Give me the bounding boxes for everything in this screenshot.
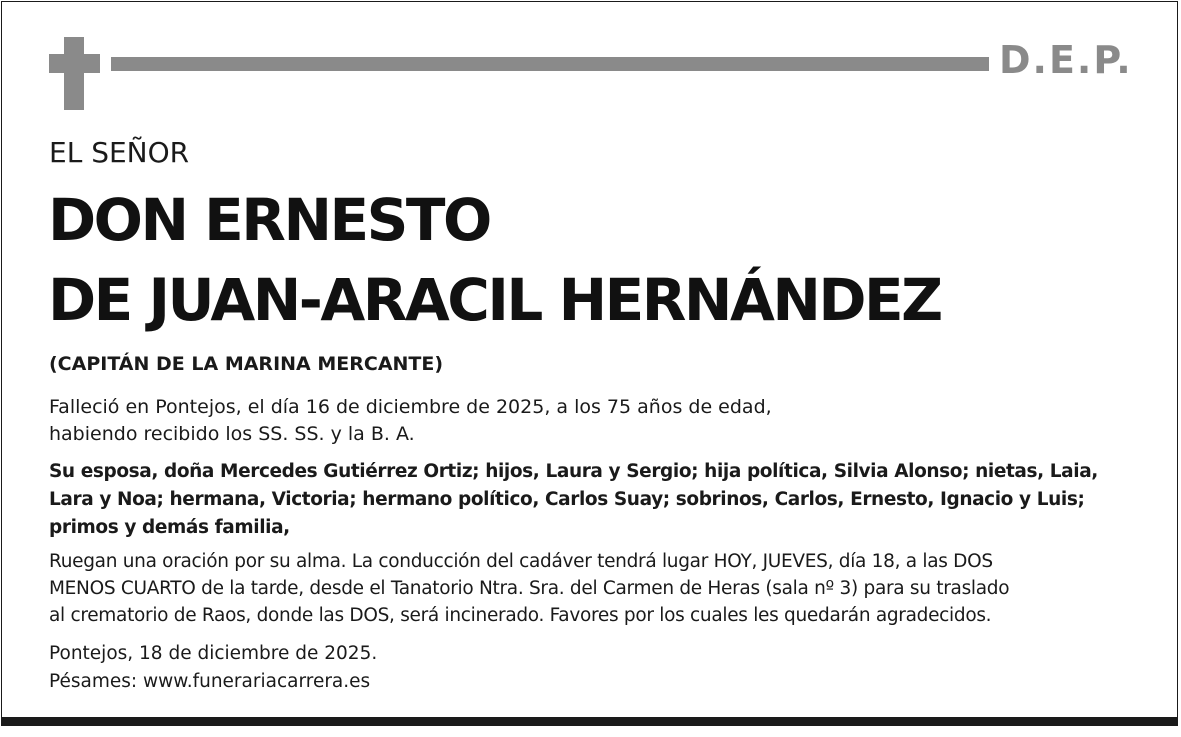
dep-label: D.E.P. xyxy=(999,38,1133,82)
funeral-details xyxy=(49,548,1009,629)
family-line: primos y demás familia, xyxy=(49,517,290,538)
funeral-line: Ruegan una oración por su alma. La conducción del cadáver tendrá lugar HOY, JUEVES, día 18, a las DOS xyxy=(49,551,993,572)
passing-line: Falleció en Pontejos, el día 16 de diciembre de 2025, a los 75 años de edad, xyxy=(49,396,772,418)
cross-icon xyxy=(64,37,84,110)
deceased-name-line-2: DE JUAN-ARACIL HERNÁNDEZ xyxy=(48,266,941,334)
salutation: EL SEÑOR xyxy=(49,136,190,169)
deceased-name-line-1: DON ERNESTO xyxy=(48,186,490,254)
condolences-link: Pésames: www.funerariacarrera.es xyxy=(49,671,371,692)
passing-text xyxy=(49,394,772,448)
family-line: Su esposa, doña Mercedes Gutiérrez Ortiz; hijos, Laura y Sergio; hija política, Silvia Alonso; nietas, Laia, xyxy=(49,461,1098,482)
funeral-line: MENOS CUARTO de la tarde, desde el Tanatorio Ntra. Sra. del Carmen de Heras (sala nº 3) para su traslado xyxy=(49,578,1010,599)
place-date: Pontejos, 18 de diciembre de 2025. xyxy=(49,643,378,664)
family-line: Lara y Noa; hermana, Victoria; hermano político, Carlos Suay; sobrinos, Carlos, Ernesto, Ignacio y Luis; xyxy=(49,489,1085,510)
header-rule xyxy=(111,57,989,71)
closing xyxy=(49,640,377,696)
family-list xyxy=(49,458,1098,542)
obituary-notice xyxy=(1,1,1178,726)
funeral-line: al crematorio de Raos, donde las DOS, será incinerado. Favores por los cuales les quedarán agradecidos. xyxy=(49,605,992,626)
occupation: (CAPITÁN DE LA MARINA MERCANTE) xyxy=(49,353,444,375)
passing-line: habiendo recibido los SS. SS. y la B. A. xyxy=(49,423,415,445)
cross-icon-bar xyxy=(49,54,100,73)
